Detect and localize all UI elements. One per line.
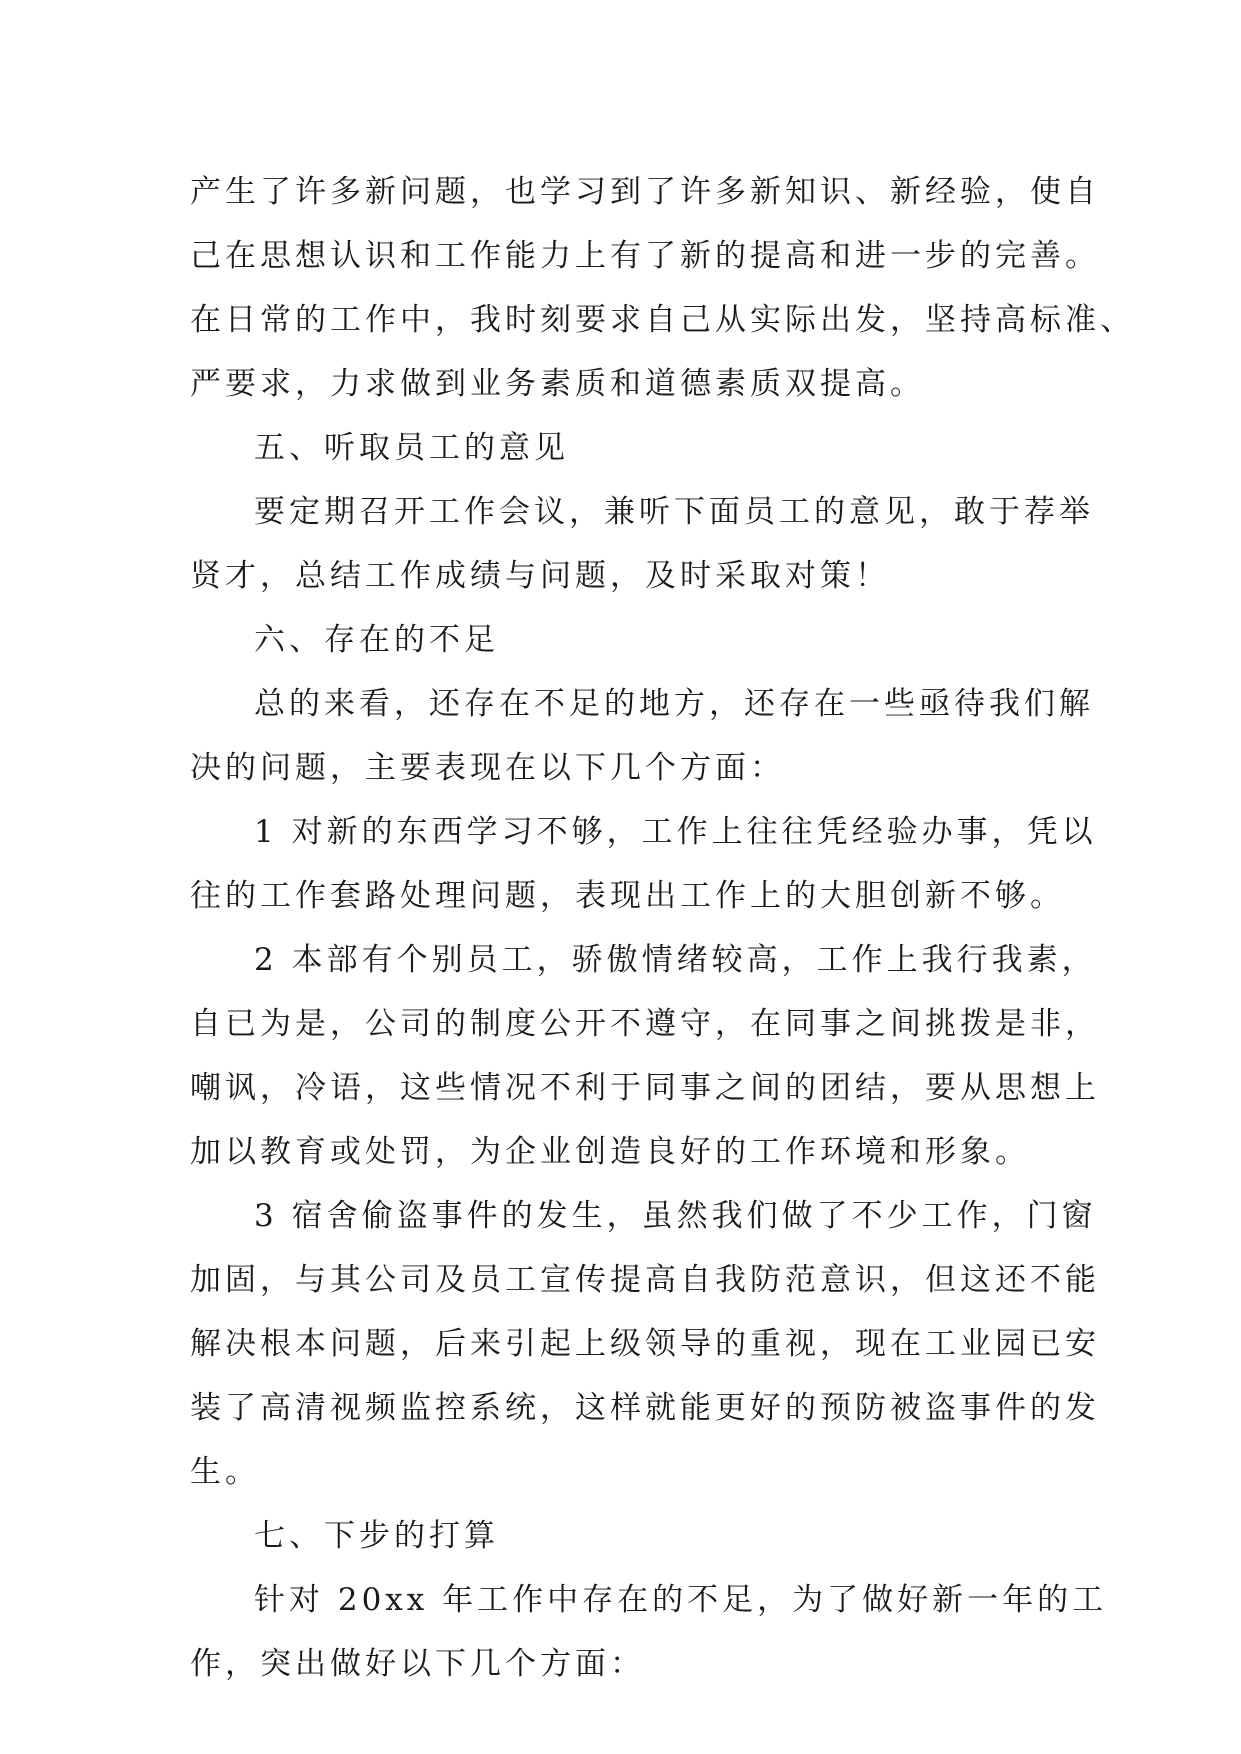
section-heading: 七、下步的打算: [254, 1518, 499, 1554]
text-line: 加固，与其公司及员工宣传提高自我防范意识，但这还不能: [190, 1262, 1100, 1298]
text-line: 决的问题，主要表现在以下几个方面：: [190, 750, 785, 786]
list-item-line: 3 宿舍偷盗事件的发生，虽然我们做了不少工作，门窗: [254, 1198, 1097, 1234]
text-line: 加以教育或处罚，为企业创造良好的工作环境和形象。: [190, 1134, 1030, 1170]
text-line: 针对 20xx 年工作中存在的不足，为了做好新一年的工: [254, 1582, 1108, 1618]
text-line: 在日常的工作中，我时刻要求自己从实际出发，坚持高标准、: [190, 302, 1135, 338]
list-item-line: 1 对新的东西学习不够，工作上往往凭经验办事，凭以: [254, 814, 1097, 850]
text-line: 贤才，总结工作成绩与问题，及时采取对策！: [190, 558, 890, 594]
text-line: 要定期召开工作会议，兼听下面员工的意见，敢于荐举: [254, 494, 1094, 530]
document-body: [190, 160, 1135, 1696]
text-line: 严要求，力求做到业务素质和道德素质双提高。: [190, 366, 925, 402]
list-item-line: 2 本部有个别员工，骄傲情绪较高，工作上我行我素，: [254, 942, 1097, 978]
text-line: 往的工作套路处理问题，表现出工作上的大胆创新不够。: [190, 878, 1065, 914]
text-line: 作，突出做好以下几个方面：: [190, 1646, 645, 1682]
text-line: 嘲讽，冷语，这些情况不利于同事之间的团结，要从思想上: [190, 1070, 1100, 1106]
text-line: 解决根本问题，后来引起上级领导的重视，现在工业园已安: [190, 1326, 1100, 1362]
section-heading: 六、存在的不足: [254, 622, 499, 658]
text-line: 己在思想认识和工作能力上有了新的提高和进一步的完善。: [190, 238, 1100, 274]
text-line: 装了高清视频监控系统，这样就能更好的预防被盗事件的发: [190, 1390, 1100, 1426]
section-heading: 五、听取员工的意见: [254, 430, 569, 466]
text-line: 生。: [190, 1454, 260, 1490]
text-line: 总的来看，还存在不足的地方，还存在一些亟待我们解: [254, 686, 1094, 722]
text-line: 自已为是，公司的制度公开不遵守，在同事之间挑拨是非，: [190, 1006, 1100, 1042]
text-line: 产生了许多新问题，也学习到了许多新知识、新经验，使自: [190, 174, 1100, 210]
